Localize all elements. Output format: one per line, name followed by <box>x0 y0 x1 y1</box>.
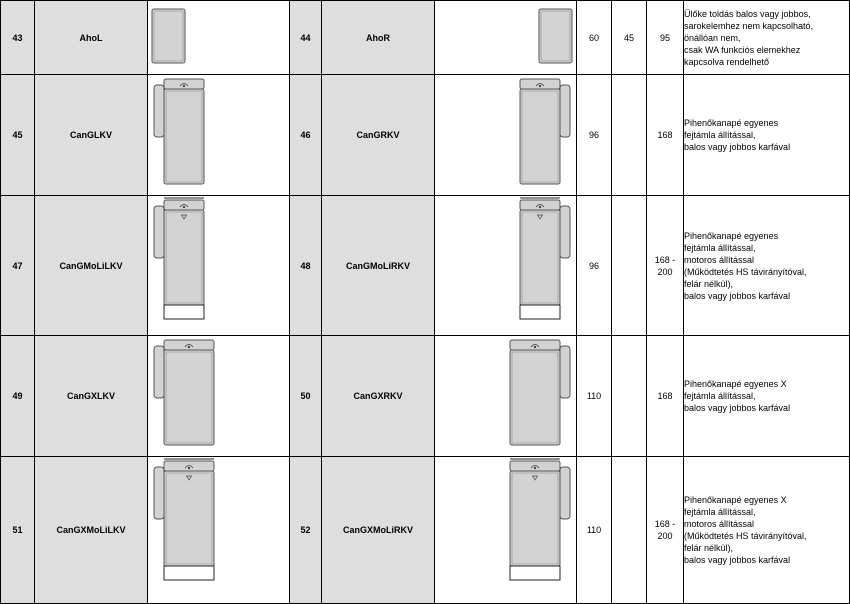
description-line: fejtámla állítással, <box>684 130 756 140</box>
dimension-width: 110 <box>577 457 612 604</box>
table-row <box>1 196 850 336</box>
description-line: felár nélkül), <box>684 278 734 289</box>
dimension-width: 60 <box>577 1 612 75</box>
chaise-motor-right-drawing <box>435 196 576 332</box>
item-description <box>684 1 850 75</box>
item-description <box>684 336 850 457</box>
dimension-width: 96 <box>577 196 612 336</box>
description-line: Pihenőkanapé egyenes <box>684 230 779 241</box>
item-code: CanGRKV <box>322 75 435 196</box>
dimension-length: 168 - 200 <box>647 196 684 336</box>
item-description <box>684 457 850 604</box>
item-image <box>435 336 577 457</box>
item-number: 45 <box>1 75 35 196</box>
item-description <box>684 75 850 196</box>
chaise-x-motor-right-drawing <box>435 457 576 600</box>
item-code: CanGXLKV <box>35 336 148 457</box>
chaise-right-drawing <box>435 75 576 192</box>
description-line: sarokelemhez nem kapcsolható, <box>684 20 814 31</box>
description-line: fejtámla állítással, <box>684 507 756 517</box>
description-line: motoros állítással <box>684 519 755 529</box>
chaise-x-left-drawing <box>148 336 289 453</box>
item-image <box>435 1 577 75</box>
description-line: (Működtetés HS távirányítóval, <box>684 266 807 277</box>
description-line: (Működtetés HS távirányítóval, <box>684 531 807 541</box>
item-code: AhoR <box>322 1 435 75</box>
description-line: fejtámla állítással, <box>684 242 756 253</box>
item-image <box>148 75 290 196</box>
item-description <box>684 196 850 336</box>
chaise-x-motor-left-drawing <box>148 457 289 600</box>
description-line: Pihenőkanapé egyenes <box>684 118 779 128</box>
item-number: 43 <box>1 1 35 75</box>
description-line: balos vagy jobbos karfával <box>684 142 791 152</box>
seat-extension-right-drawing <box>435 1 576 71</box>
description-line: balos vagy jobbos karfával <box>684 403 791 413</box>
table-row <box>1 1 850 75</box>
dimension-depth <box>612 336 647 457</box>
item-code: CanGLKV <box>35 75 148 196</box>
item-number: 48 <box>290 196 322 336</box>
dimension-depth: 45 <box>612 1 647 75</box>
dimension-width: 110 <box>577 336 612 457</box>
item-number: 46 <box>290 75 322 196</box>
item-number: 52 <box>290 457 322 604</box>
item-number: 50 <box>290 336 322 457</box>
item-number: 47 <box>1 196 35 336</box>
item-image <box>435 457 577 604</box>
item-code: AhoL <box>35 1 148 75</box>
description-line: kapcsolva rendelhető <box>684 56 770 67</box>
item-code: CanGXMoLiRKV <box>322 457 435 604</box>
seat-extension-left-drawing <box>148 1 289 71</box>
dimension-length: 168 <box>647 336 684 457</box>
dimension-depth <box>612 196 647 336</box>
table-row <box>1 457 850 604</box>
dimension-depth <box>612 75 647 196</box>
description-line: Ülőke toldás balos vagy jobbos, <box>684 8 811 19</box>
item-code: CanGMoLiRKV <box>322 196 435 336</box>
item-code: CanGMoLiLKV <box>35 196 148 336</box>
description-line: felár nélkül), <box>684 543 734 553</box>
item-number: 49 <box>1 336 35 457</box>
item-image <box>148 457 290 604</box>
chaise-left-drawing <box>148 75 289 192</box>
description-line: balos vagy jobbos karfával <box>684 555 791 565</box>
description-line: Pihenőkanapé egyenes X <box>684 379 787 389</box>
item-code: CanGXRKV <box>322 336 435 457</box>
item-image <box>435 75 577 196</box>
item-image <box>148 336 290 457</box>
item-number: 44 <box>290 1 322 75</box>
table-row <box>1 75 850 196</box>
dimension-length: 95 <box>647 1 684 75</box>
description-line: csak WA funkciós elemekhez <box>684 44 801 55</box>
item-image <box>435 196 577 336</box>
table-row <box>1 336 850 457</box>
description-line: fejtámla állítással, <box>684 391 756 401</box>
item-image <box>148 196 290 336</box>
item-image <box>148 1 290 75</box>
dimension-length: 168 <box>647 75 684 196</box>
item-code: CanGXMoLiLKV <box>35 457 148 604</box>
dimension-width: 96 <box>577 75 612 196</box>
dimension-length: 168 - 200 <box>647 457 684 604</box>
dimension-depth <box>612 457 647 604</box>
chaise-motor-left-drawing <box>148 196 289 332</box>
description-line: balos vagy jobbos karfával <box>684 290 791 301</box>
description-line: motoros állítással <box>684 254 755 265</box>
description-line: önállóan nem, <box>684 32 741 43</box>
chaise-x-right-drawing <box>435 336 576 453</box>
description-line: Pihenőkanapé egyenes X <box>684 495 787 505</box>
item-number: 51 <box>1 457 35 604</box>
